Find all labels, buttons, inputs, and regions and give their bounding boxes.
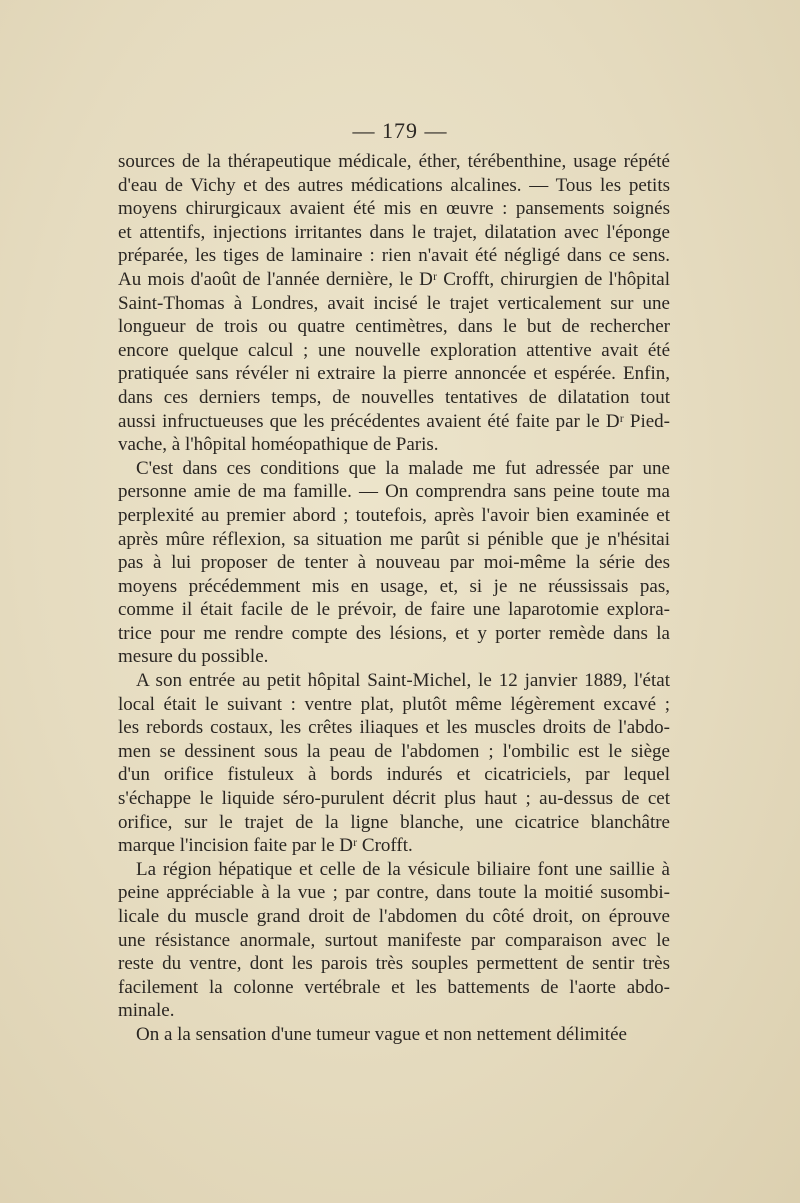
text-line: d'eau de Vichy et des autres médications alcalines. — Tous les petits	[118, 174, 670, 196]
text-line: moyens chirurgicaux avaient été mis en œuvre : pansements soignés	[118, 198, 670, 220]
text-line: moyens précédemment mis en usage, et, si je ne réussissais pas,	[118, 575, 670, 597]
text-line: minale.	[118, 1000, 175, 1022]
text-line: On a la sensation d'une tumeur vague et non nettement délimitée	[136, 1023, 627, 1045]
text-line: les rebords costaux, les crêtes iliaques et les muscles droits de l'abdo-	[118, 717, 670, 739]
text-line: vache, à l'hôpital homéopathique de Paris.	[118, 434, 439, 456]
text-line: préparée, les tiges de laminaire : rien n'avait été négligé dans ce sens.	[118, 245, 670, 267]
text-line: pratiquée sans révéler ni extraire la pierre annoncée et espérée. Enfin,	[118, 363, 670, 385]
text-line: perplexité au premier abord ; toutefois, après l'avoir bien examinée et	[118, 504, 670, 526]
text-line: une résistance anormale, surtout manifeste par comparaison avec le	[118, 929, 670, 951]
text-line: marque l'incision faite par le Dʳ Crofft.	[118, 835, 413, 857]
text-line: peine appréciable à la vue ; par contre, dans toute la moitié susombi-	[118, 882, 670, 904]
text-line: Au mois d'août de l'année dernière, le Dʳ Crofft, chirurgien de l'hôpital	[118, 268, 670, 290]
text-line: A son entrée au petit hôpital Saint-Michel, le 12 janvier 1889, l'état	[136, 670, 670, 692]
text-line: encore quelque calcul ; une nouvelle exploration attentive avait été	[118, 339, 670, 361]
text-line: dans ces derniers temps, de nouvelles tentatives de dilatation tout	[118, 386, 670, 408]
text-line: local était le suivant : ventre plat, plutôt même légèrement excavé ;	[118, 693, 670, 715]
text-line: s'échappe le liquide séro-purulent décrit plus haut ; au-dessus de cet	[118, 788, 670, 810]
text-line: facilement la colonne vertébrale et les battements de l'aorte abdo-	[118, 976, 670, 998]
text-line: et attentifs, injections irritantes dans le trajet, dilatation avec l'éponge	[118, 221, 670, 243]
text-line: longueur de trois ou quatre centimètres, dans le but de rechercher	[118, 316, 670, 338]
page-number: — 179 —	[352, 118, 448, 143]
text-line: personne amie de ma famille. — On comprendra sans peine toute ma	[118, 481, 670, 503]
text-line: licale du muscle grand droit de l'abdomen du côté droit, on éprouve	[118, 906, 670, 927]
text-line: C'est dans ces conditions que la malade me fut adressée par une	[136, 457, 670, 479]
text-line: trice pour me rendre compte des lésions, et y porter remède dans la	[118, 622, 670, 644]
body-text	[118, 150, 670, 1047]
text-line: sources de la thérapeutique médicale, éther, térébenthine, usage répété	[118, 151, 670, 172]
text-line: reste du ventre, dont les parois très souples permettent de sentir très	[118, 953, 670, 975]
text-line: aussi infructueuses que les précédentes avaient été faite par le Dʳ Pied-	[118, 410, 670, 432]
text-line: comme il était facile de le prévoir, de faire une laparotomie explora-	[118, 599, 670, 621]
text-line: orifice, sur le trajet de la ligne blanche, une cicatrice blanchâtre	[118, 811, 670, 833]
text-line: Saint-Thomas à Londres, avait incisé le trajet verticalement sur une	[118, 292, 670, 314]
text-line: pas à lui proposer de tenter à nouveau par moi-même la série des	[118, 552, 670, 574]
text-line: après mûre réflexion, sa situation me parût si pénible que je n'hésitai	[118, 528, 670, 550]
text-line: La région hépatique et celle de la vésicule biliaire font une saillie à	[136, 858, 670, 880]
text-line: mesure du possible.	[118, 646, 269, 668]
text-line: d'un orifice fistuleux à bords indurés et cicatriciels, par lequel	[118, 764, 670, 786]
text-line: men se dessinent sous la peau de l'abdomen ; l'ombilic est le siège	[118, 740, 670, 762]
